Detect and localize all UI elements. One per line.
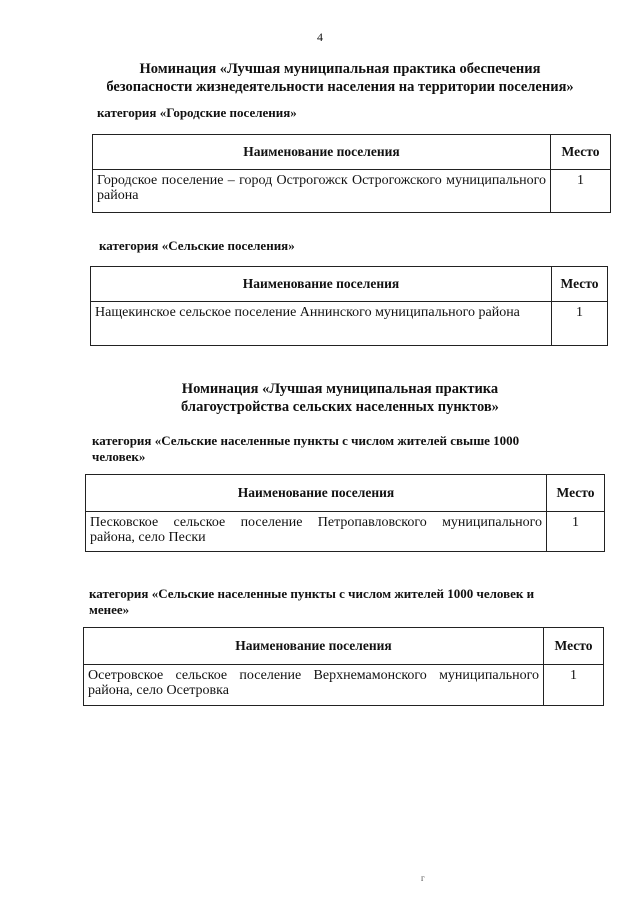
place-value: 1 — [576, 305, 583, 320]
col-header-name: Наименование поселения — [86, 475, 547, 511]
table-row — [86, 511, 604, 551]
table-over-1000 — [85, 474, 605, 552]
category-urban: категория «Городские поселения» — [97, 105, 297, 120]
category-under-1000 — [89, 586, 619, 618]
category-over-1000 — [92, 433, 612, 465]
nomination-1-title-line1: Номинация «Лучшая муниципальная практика обеспечения — [139, 61, 541, 77]
col-header-place: Место — [554, 638, 593, 653]
category-line1: категория «Сельские населенные пункты с числом жителей 1000 человек и — [89, 586, 535, 601]
table-under-1000 — [83, 627, 604, 706]
nomination-1-title-line2: безопасности жизнедеятельности населения на территории поселения» — [106, 79, 574, 95]
settlement-name: Песковское сельское поселение Петропавловского муниципального района, село Пески — [86, 512, 547, 551]
settlement-name: Городское поселение – город Острогожск Острогожского муниципального района — [93, 170, 551, 212]
category-rural: категория «Сельские поселения» — [99, 238, 295, 253]
table-urban — [92, 134, 611, 213]
category-line2: человек» — [92, 449, 146, 464]
col-header-place: Место — [556, 485, 595, 500]
place-value: 1 — [570, 668, 577, 683]
table-row — [93, 169, 610, 212]
nomination-2-title-line1: Номинация «Лучшая муниципальная практика — [181, 381, 499, 397]
category-line2: менее» — [89, 602, 130, 617]
table-header-row — [86, 475, 604, 511]
settlement-name: Нащекинское сельское поселение Аннинского муниципального района — [91, 302, 552, 345]
table-rural — [90, 266, 608, 346]
table-header-row — [91, 267, 607, 301]
nomination-2-title — [120, 380, 560, 416]
col-header-name: Наименование поселения — [93, 135, 551, 169]
settlement-name: Осетровское сельское поселение Верхнемамонского муниципального района, село Осетровка — [84, 665, 544, 705]
nomination-1-title — [80, 60, 600, 96]
table-row — [84, 664, 603, 705]
table-header-row — [84, 628, 603, 664]
col-header-name: Наименование поселения — [84, 628, 544, 664]
table-row — [91, 301, 607, 345]
category-line1: категория «Сельские населенные пункты с числом жителей свыше 1000 — [92, 433, 520, 448]
place-value: 1 — [577, 173, 584, 188]
col-header-place: Место — [561, 144, 600, 159]
col-header-place: Место — [560, 276, 599, 291]
page-number: 4 — [317, 30, 323, 44]
footer-mark: г — [421, 873, 425, 883]
table-header-row — [93, 135, 610, 169]
col-header-name: Наименование поселения — [91, 267, 552, 301]
place-value: 1 — [572, 515, 579, 530]
nomination-2-title-line2: благоустройства сельских населенных пунктов» — [181, 399, 499, 415]
